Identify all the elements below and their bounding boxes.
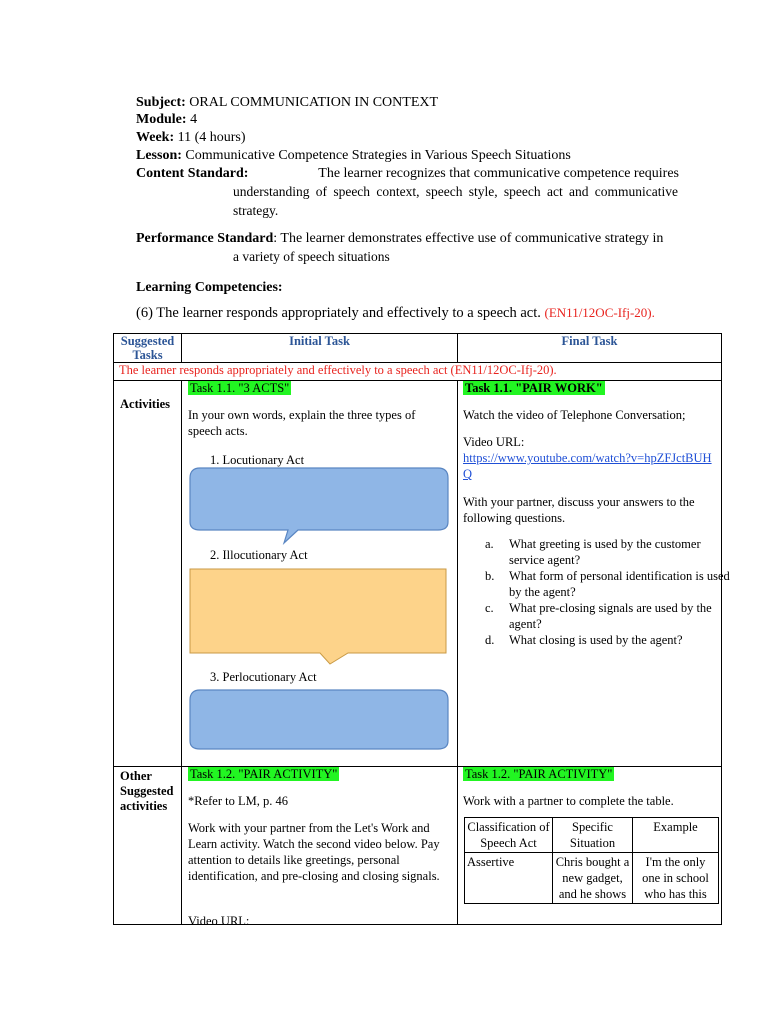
instruction-text: Work with your partner from the Let's Work and Learn activity. Watch the second video below. Pay attention to details like greetings, personal identification, and pre-closing and closing signals.: [188, 821, 440, 883]
banner-text: The learner responds appropriately and effectively to a speech act (EN11/12OC-Ifj-20).: [114, 363, 722, 381]
instruction-text: Watch the video of Telephone Conversation;: [463, 408, 686, 422]
instruction-text: In your own words, explain the three types of speech acts.: [188, 408, 416, 438]
video-url-label: Video URL:: [188, 914, 250, 928]
module-line: Module: 4: [136, 112, 198, 127]
speech-act-table: [464, 817, 719, 904]
week-line: Week: 11 (4 hours): [136, 130, 246, 145]
inner-header-row: [465, 818, 719, 853]
inner-cell-situation[interactable]: Chris bought a new gadget, and he shows: [553, 853, 633, 904]
answer-bubble-blue-1[interactable]: [188, 467, 450, 545]
activities-label: Activities: [114, 381, 182, 767]
performance-standard-rest: a variety of speech situations: [233, 249, 390, 264]
answer-bubble-blue-2[interactable]: [188, 689, 450, 767]
task-table: [113, 333, 730, 928]
instruction-text: Work with a partner to complete the table.: [463, 794, 674, 808]
activities-final-cell: Task 1.1. "PAIR WORK" Watch the video of Telephone Conversation; Video URL: https://www.youtube.com/watch?v=hpZFJctBUHQ With your partner, discuss your answers to the following questions. a. What greeting is used by the customer service agent? b. What form of personal identification is used by the agent? c. What pre-closing signals are used by the agent? d. What closing is used by the agent?: [458, 381, 722, 767]
activities-initial-cell: [182, 381, 458, 767]
performance-standard-line: Performance Standard: The learner demonstrates effective use of communicative strategy in: [136, 231, 664, 246]
inner-header-example: Example: [633, 818, 719, 853]
inner-header-situation: Specific Situation: [553, 818, 633, 853]
task-title: Task 1.2. "PAIR ACTIVITY": [190, 767, 338, 781]
inner-header-classification: Classification of Speech Act: [465, 818, 553, 853]
col-initial-task: Initial Task: [182, 334, 458, 363]
answer-bubble-orange[interactable]: [188, 568, 450, 668]
learning-competencies-label: Learning Competencies:: [136, 280, 283, 295]
banner-row: [114, 363, 722, 381]
other-activities-label: Other Suggested activities: [114, 767, 182, 925]
inner-cell-example[interactable]: I'm the only one in school who has this: [633, 853, 719, 904]
discuss-text: With your partner, discuss your answers to the following questions.: [463, 495, 695, 525]
activities-row: [114, 381, 722, 767]
col-suggested-tasks: Suggested Tasks: [114, 334, 182, 363]
reference-text: *Refer to LM, p. 46: [188, 794, 288, 808]
other-activities-row: [114, 767, 722, 925]
list-item: 2. Illocutionary Act: [210, 548, 308, 562]
task-title: Task 1.1. "PAIR WORK": [465, 381, 603, 395]
competency-line: (6) The learner responds appropriately and effectively to a speech act. (EN11/12OC-Ifj-20).: [136, 305, 655, 321]
video-url-link[interactable]: https://www.youtube.com/watch?v=hpZFJctBUHQ: [463, 451, 712, 481]
list-item: 3. Perlocutionary Act: [210, 670, 317, 684]
inner-cell-classification[interactable]: Assertive: [465, 853, 553, 904]
video-url-label: Video URL:: [463, 435, 525, 449]
content-standard-rest: understanding of speech context, speech style, speech act and communicative strategy.: [233, 184, 678, 218]
other-final-cell: [458, 767, 722, 925]
content-standard-line: Content Standard: The learner recognizes that communicative competence requires: [136, 166, 679, 181]
list-item: 1. Locutionary Act: [210, 453, 305, 467]
other-initial-cell: [182, 767, 458, 928]
col-final-task: Final Task: [458, 334, 722, 363]
task-title: Task 1.2. "PAIR ACTIVITY": [465, 767, 613, 781]
table-row: [465, 853, 719, 904]
table-header-row: [114, 334, 722, 363]
lesson-line: Lesson: Communicative Competence Strategies in Various Speech Situations: [136, 148, 571, 163]
subject-line: Subject: ORAL COMMUNICATION IN CONTEXT: [136, 95, 439, 110]
task-title: Task 1.1. "3 ACTS": [190, 381, 290, 395]
